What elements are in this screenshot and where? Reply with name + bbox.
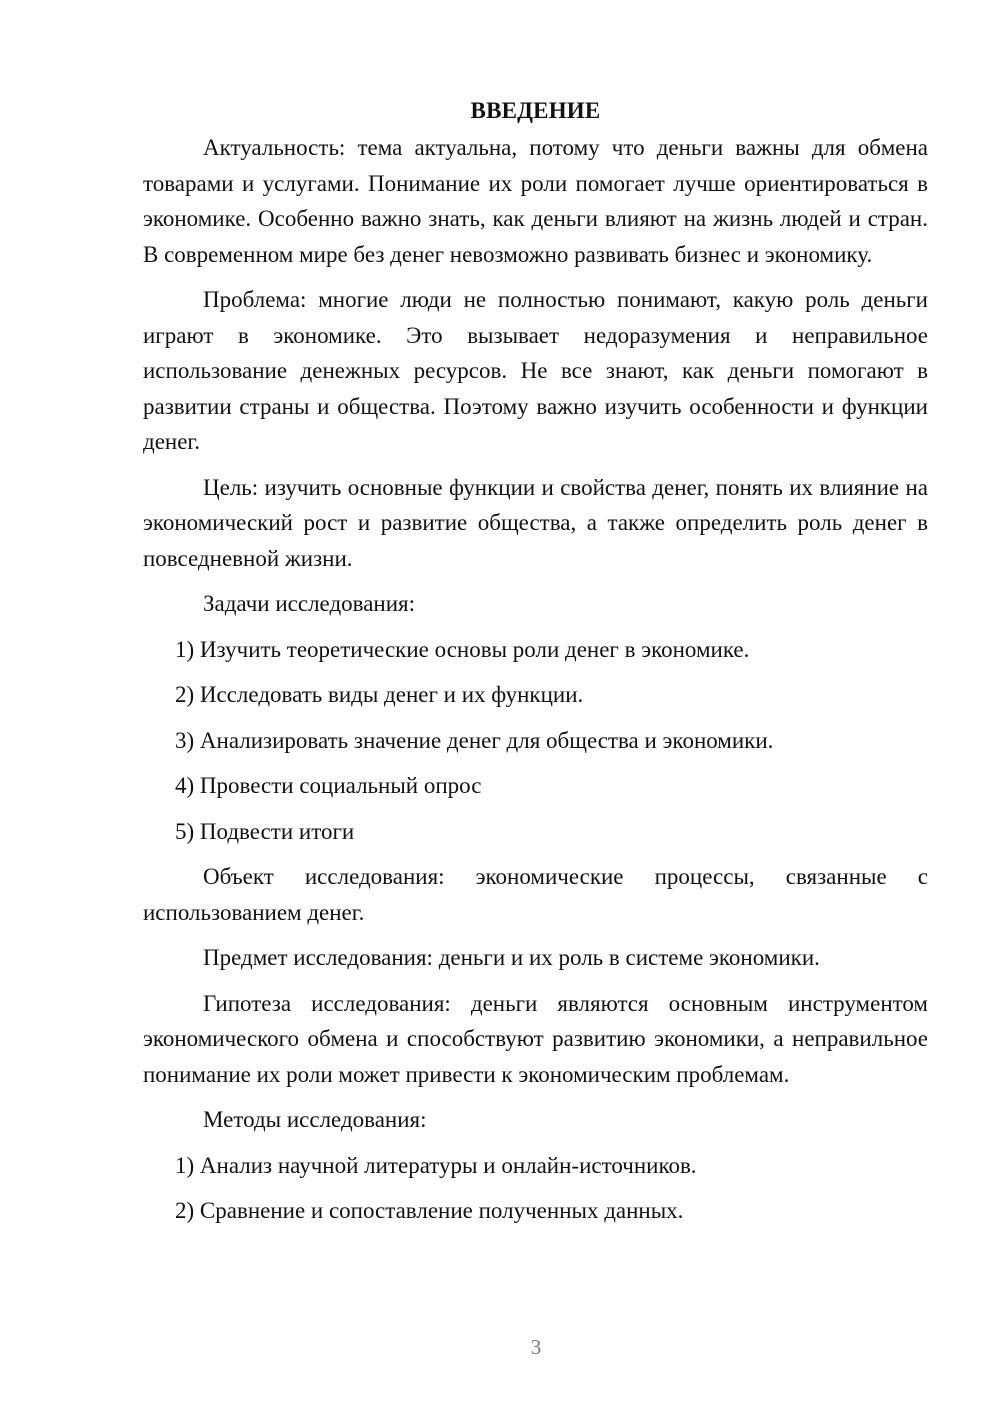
hypothesis-paragraph: Гипотеза исследования: деньги являются основным инструментом экономического обмена и способствуют развитию экономики, а неправильное понимание их роли может привести к экономическим проблемам. — [143, 990, 928, 1087]
page-title: ВВЕДЕНИЕ — [470, 98, 601, 123]
methods-heading: Методы исследования: — [203, 1107, 427, 1132]
task-item: 1) Изучить теоретические основы роли денег в экономике. — [175, 636, 750, 662]
object-paragraph: Объект исследования: экономические процессы, связанные с использованием денег. — [143, 864, 928, 925]
tasks-heading: Задачи исследования: — [203, 591, 416, 616]
subject-paragraph: Предмет исследования: деньги и их роль в системе экономики. — [203, 945, 820, 970]
page-number: 3 — [530, 1335, 542, 1359]
relevance-paragraph: Актуальность: тема актуальна, потому что деньги важны для обмена товарами и услугами. Понимание их роли помогает лучше ориентироваться в экономике. Особенно важно знать, как деньги влияют на жизнь людей и стран. В современном мире без денег невозможно развивать бизнес и экономику. — [143, 135, 928, 267]
task-item: 5) Подвести итоги — [175, 818, 355, 844]
task-item: 2) Исследовать виды денег и их функции. — [175, 682, 584, 707]
task-item: 3) Анализировать значение денег для общества и экономики. — [175, 727, 774, 753]
method-item: 1) Анализ научной литературы и онлайн-источников. — [175, 1152, 697, 1178]
page-content — [143, 96, 928, 1239]
task-item: 4) Провести социальный опрос — [175, 773, 482, 798]
goal-paragraph: Цель: изучить основные функции и свойства денег, понять их влияние на экономический рост и развитие общества, а также определить роль денег в повседневной жизни. — [143, 474, 928, 571]
problem-paragraph: Проблема: многие люди не полностью понимают, какую роль деньги играют в экономике. Это вызывает недоразумения и неправильное использование денежных ресурсов. Не все знают, как деньги помогают в развитии страны и общества. Поэтому важно изучить особенности и функции денег. — [143, 287, 928, 454]
method-item: 2) Сравнение и сопоставление полученных данных. — [175, 1198, 684, 1223]
